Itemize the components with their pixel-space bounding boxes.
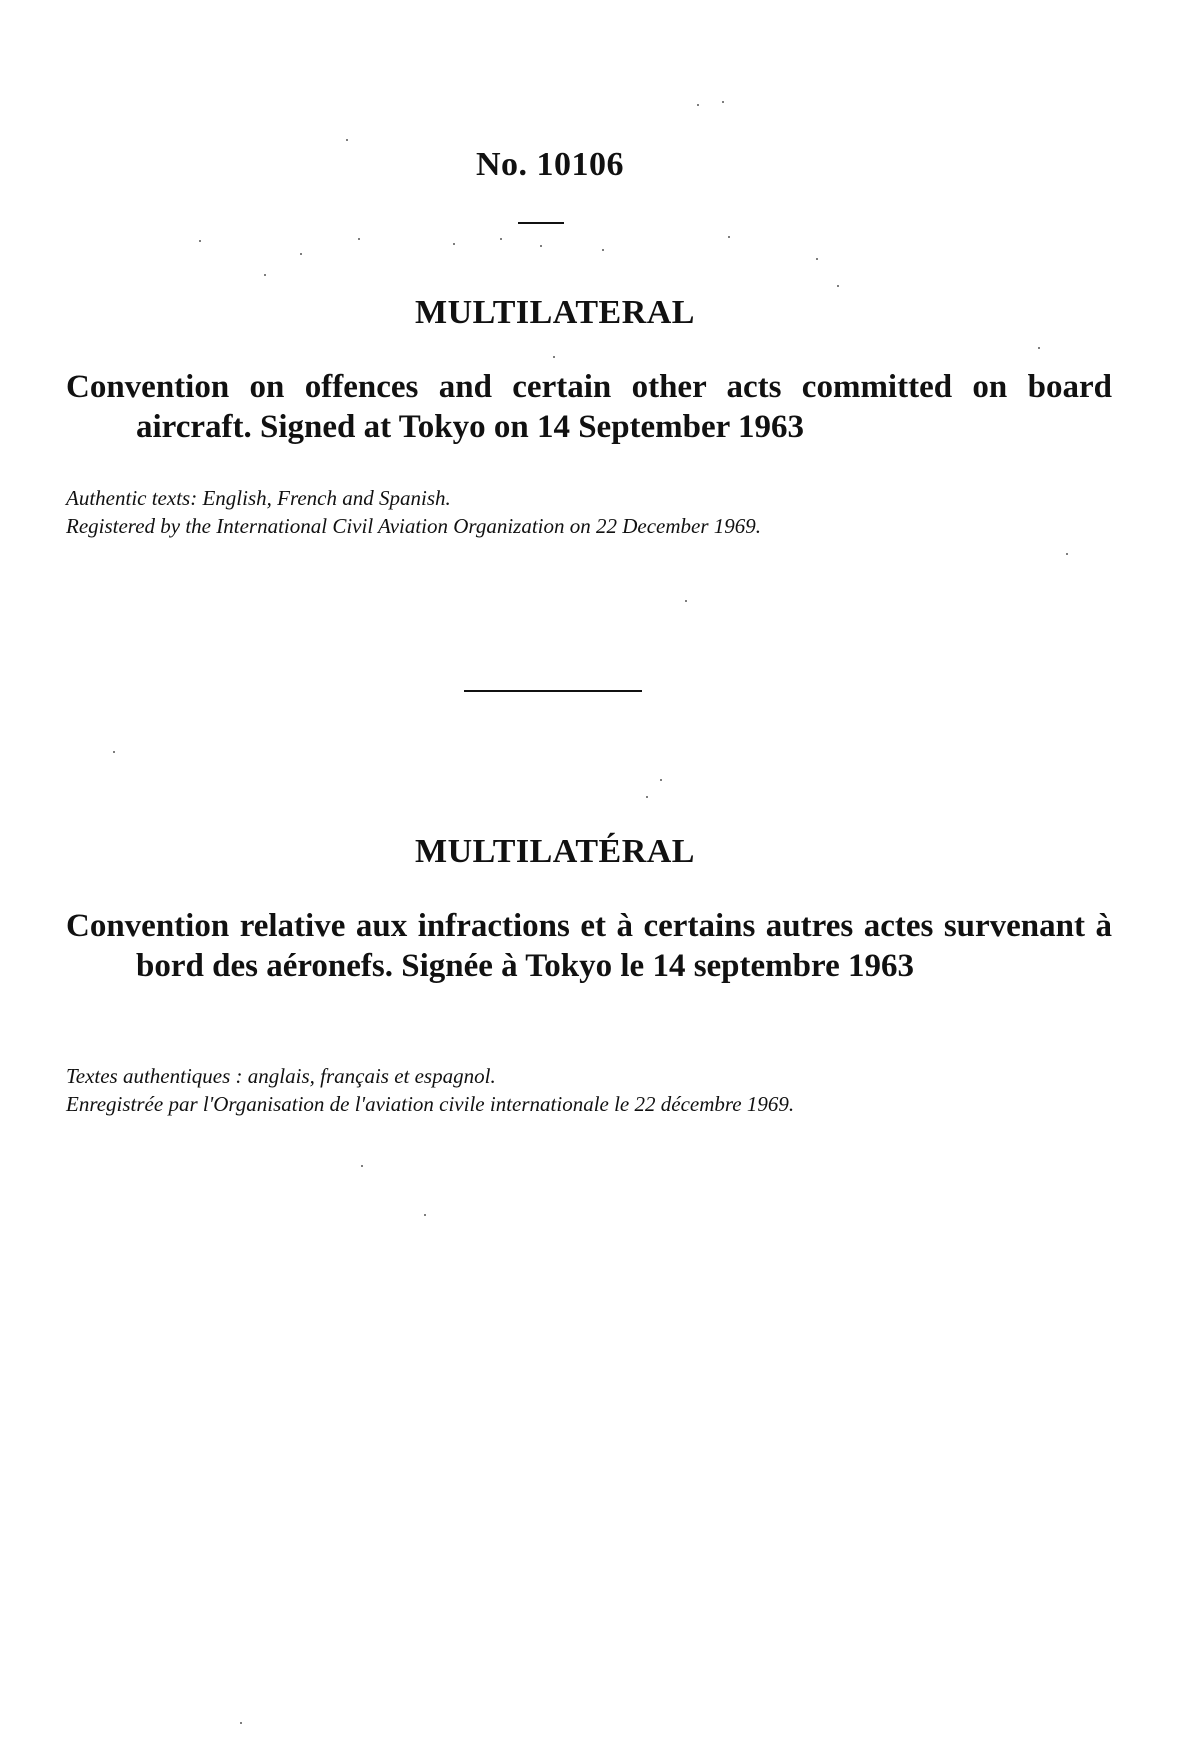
registration-number: No. 10106 [475, 146, 625, 183]
scan-speck [697, 104, 699, 106]
scan-speck [685, 600, 687, 602]
scan-speck [300, 253, 302, 255]
scan-speck [500, 238, 502, 240]
scan-speck [602, 249, 604, 251]
section-divider [464, 690, 642, 692]
scan-speck [1066, 553, 1068, 555]
scan-speck [540, 245, 542, 247]
scan-speck [1038, 347, 1040, 349]
english-title: Convention on offences and certain other acts committed on board aircraft. Signed at Tokyo on 14 September 1963 [66, 369, 1112, 445]
scan-speck [346, 139, 348, 141]
scan-speck [358, 238, 360, 240]
french-meta [66, 1062, 1042, 1118]
scan-speck [199, 240, 201, 242]
short-divider [518, 222, 564, 224]
scan-speck [113, 751, 115, 753]
french-authentic-texts: Textes authentiques : anglais, français et espagnol. [66, 1064, 496, 1088]
english-meta [66, 484, 1042, 540]
english-registration-note: Registered by the International Civil Aviation Organization on 22 December 1969. [66, 514, 762, 538]
scan-speck [722, 101, 724, 103]
english-heading: MULTILATERAL [415, 294, 695, 331]
scan-speck [646, 796, 648, 798]
scan-speck [837, 285, 839, 287]
french-title: Convention relative aux infractions et à certains autres actes survenant à bord des aéronefs. Signée à Tokyo le 14 septembre 1963 [66, 908, 1112, 984]
scan-speck [453, 243, 455, 245]
scan-speck [240, 1722, 242, 1724]
scan-speck [728, 236, 730, 238]
scan-speck [424, 1214, 426, 1216]
scan-speck [264, 274, 266, 276]
scan-speck [660, 779, 662, 781]
english-authentic-texts: Authentic texts: English, French and Spanish. [66, 486, 451, 510]
french-heading: MULTILATÉRAL [415, 833, 695, 870]
scan-speck [816, 258, 818, 260]
french-registration-note: Enregistrée par l'Organisation de l'aviation civile internationale le 22 décembre 1969. [66, 1092, 795, 1116]
scan-speck [553, 356, 555, 358]
scan-speck [361, 1165, 363, 1167]
